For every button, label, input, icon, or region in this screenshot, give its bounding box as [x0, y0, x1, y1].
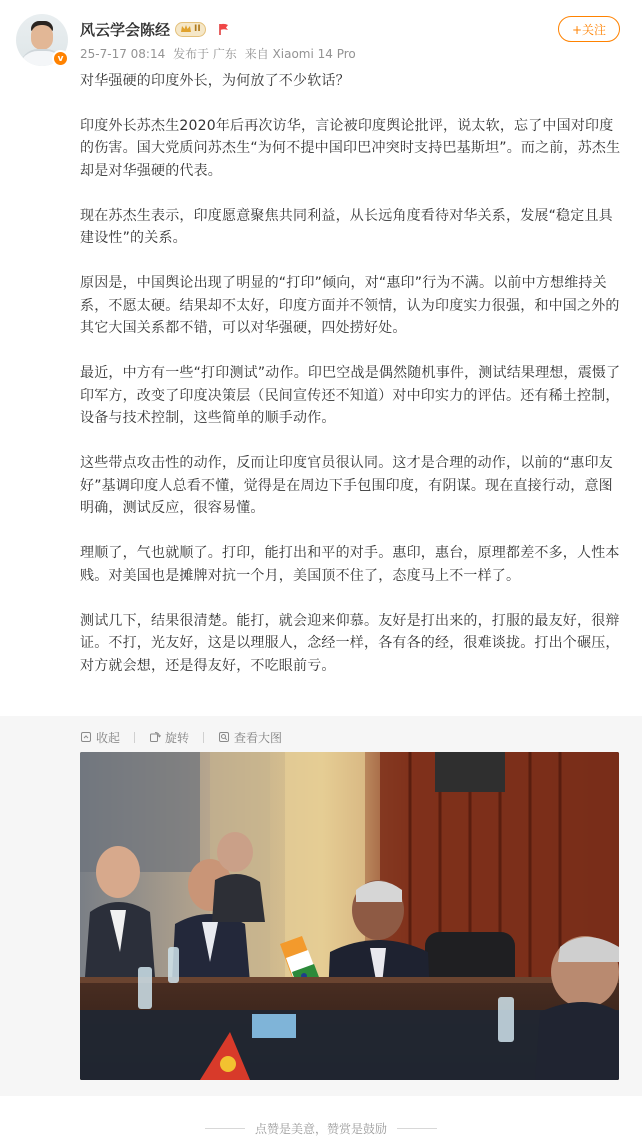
- post-paragraph: 印度外长苏杰生2020年后再次访华，言论被印度舆论批评，说太软，忘了中国对印度的伤害。国大党质问苏杰生“为何不提中国印巴冲突时支持巴基斯坦”。而之前，苏杰生却是对华强硬的代表。: [80, 117, 621, 179]
- meeting-photo-icon: [80, 752, 619, 1080]
- post-paragraph: 理顺了，气也就顺了。打印，能打出和平的对手。惠印，惠台，原理都差不多，人性本贱。对美国也是摊牌对抗一个月，美国顶不住了，态度马上不一样了。: [80, 545, 620, 584]
- post-photo[interactable]: [80, 752, 619, 1080]
- crown-icon: [180, 24, 192, 34]
- divider-line: [205, 1128, 245, 1129]
- divider-line: [397, 1128, 437, 1129]
- post-location: 发布于 广东: [173, 47, 237, 61]
- rotate-image-button[interactable]: [149, 729, 189, 746]
- author-row: [80, 18, 231, 40]
- verified-badge-icon: v: [52, 50, 69, 67]
- post-paragraph: 测试几下，结果很清楚。能打，就会迎来仰慕。友好是打出来的，打服的最友好，很辩证。不打，光友好，这是以理服人，念经一样，各有各的经，很难谈拢。打出个碾压，对方就会想，还是得友好，不吃眼前亏。: [80, 612, 620, 674]
- image-viewer: [0, 716, 642, 1096]
- post-header: [0, 0, 642, 70]
- member-level-badge[interactable]: [175, 22, 206, 37]
- post-time[interactable]: 25-7-17 08:14: [80, 47, 166, 61]
- view-large-label: 查看大图: [234, 730, 283, 745]
- post-paragraph: 现在苏杰生表示，印度愿意聚焦共同利益，从长远角度看待对华关系，发展“稳定且具建设性”的关系。: [80, 207, 613, 246]
- post-paragraph: 这些带点攻击性的动作，反而让印度官员很认同。这才是合理的动作，以前的“惠印友好”基调印度人总看不懂，觉得是在周边下手包围印度，有阴谋。现在直接行动，意图明确，测试反应，很容易懂。: [80, 455, 613, 516]
- view-large-image-button[interactable]: [218, 729, 282, 746]
- level-text: II: [194, 24, 201, 34]
- post-source: 来自 Xiaomi 14 Pro: [244, 47, 356, 61]
- post-meta: [80, 45, 360, 62]
- collapse-image-button[interactable]: [80, 729, 120, 746]
- magnify-icon: [218, 731, 230, 743]
- collapse-label: 收起: [96, 730, 121, 745]
- toolbar-divider: [134, 732, 135, 743]
- flag-icon[interactable]: [217, 22, 231, 36]
- toolbar-divider: [203, 732, 204, 743]
- collapse-icon: [80, 731, 92, 743]
- image-toolbar: [80, 728, 282, 746]
- author-name[interactable]: 风云学会陈经: [80, 20, 171, 39]
- post-paragraph: 最近，中方有一些“打印测试”动作。印巴空战是偶然随机事件，测试结果理想，震慑了印军方，改变了印度决策层（民间宣传还不知道）对中印实力的评估。还有稀土控制，设备与技术控制，这些简单的顺手动作。: [80, 365, 621, 426]
- post-content: [80, 70, 622, 700]
- rotate-icon: [149, 731, 161, 743]
- reward-hint: [0, 1118, 642, 1138]
- reward-text: 点赞是美意，赞赏是鼓励: [254, 1121, 387, 1136]
- post-title: 对华强硬的印度外长，为何放了不少软话？: [80, 73, 350, 89]
- author-avatar[interactable]: [16, 14, 68, 66]
- post-paragraph: 原因是，中国舆论出现了明显的“打印”倾向，对“惠印”行为不满。以前中方想维持关系，不愿太硬。结果却不太好，印度方面并不领情，认为印度实力很强，和中国之外的其它大国关系都不错，可以对华强硬，四处捞好处。: [80, 275, 620, 336]
- rotate-label: 旋转: [165, 730, 190, 745]
- follow-button[interactable]: +关注: [558, 16, 620, 42]
